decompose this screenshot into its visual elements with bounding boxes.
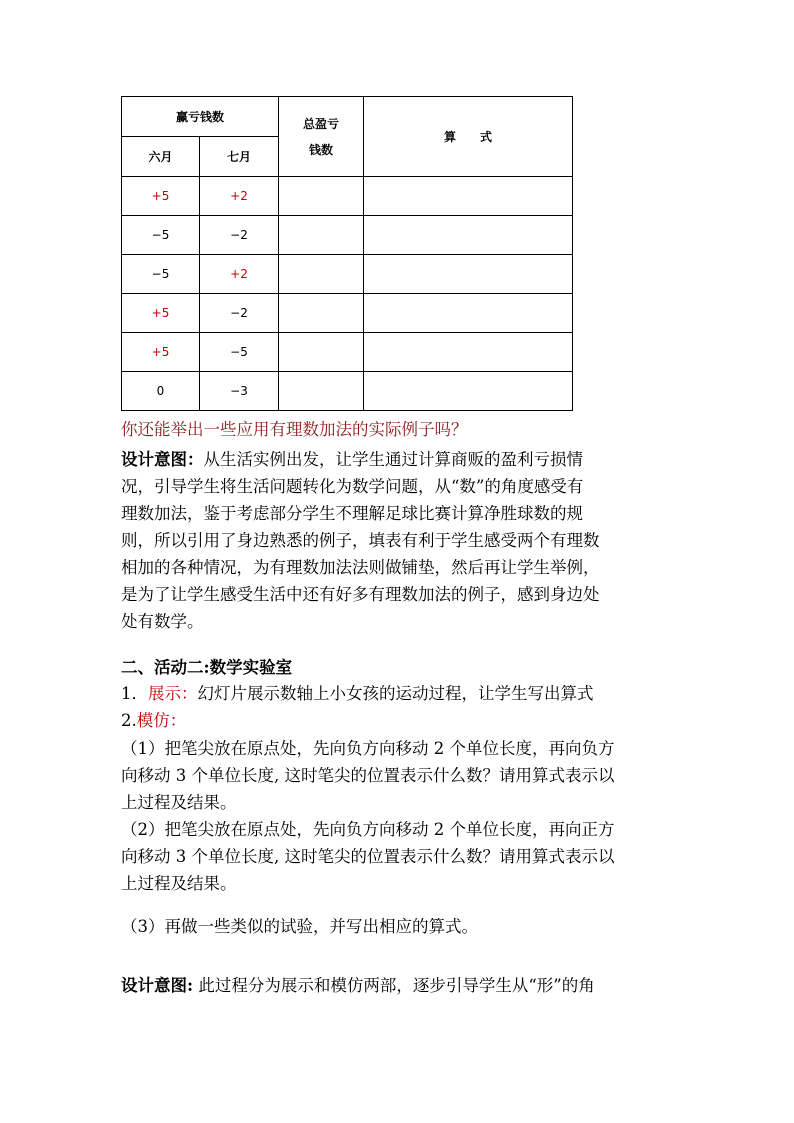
item-1 xyxy=(121,680,681,707)
question-text: 你还能举出一些应用有理数加法的实际例子吗？ xyxy=(121,420,468,439)
cell-june: +5 xyxy=(122,294,200,333)
cell-formula[interactable] xyxy=(364,372,573,411)
header-july: 七月 xyxy=(200,137,279,177)
sub-line: （1）把笔尖放在原点处，先向负方向移动 2 个单位长度，再向负方 xyxy=(121,739,615,758)
design-intent-label: 设计意图: xyxy=(121,976,194,995)
design-intent-label: 设计意图： xyxy=(121,450,204,469)
design-intent-1 xyxy=(121,446,681,635)
design-line: 理数加法，鉴于考虑部分学生不理解足球比赛计算净胜球数的规 xyxy=(121,504,583,523)
table-row xyxy=(122,177,573,216)
sub-item-2 xyxy=(121,816,681,897)
cell-total[interactable] xyxy=(279,294,364,333)
table-row xyxy=(122,294,573,333)
cell-june: 0 xyxy=(122,372,200,411)
sub-line: 向移动 3 个单位长度, 这时笔尖的位置表示什么数？请用算式表示以 xyxy=(121,766,615,785)
cell-total[interactable] xyxy=(279,216,364,255)
cell-july: −5 xyxy=(200,333,279,372)
cell-formula[interactable] xyxy=(364,255,573,294)
profit-loss-table xyxy=(121,96,573,411)
header-formula: 算 式 xyxy=(364,97,573,177)
item-lead: 展示： xyxy=(148,684,198,703)
cell-july: −2 xyxy=(200,216,279,255)
cell-july: +2 xyxy=(200,177,279,216)
cell-june: +5 xyxy=(122,177,200,216)
design-intent-text: 此过程分为展示和模仿两部，逐步引导学生从“形”的角 xyxy=(193,976,595,995)
cell-formula[interactable] xyxy=(364,333,573,372)
cell-june: −5 xyxy=(122,216,200,255)
item-number: 2. xyxy=(121,711,137,730)
item-lead: 模仿： xyxy=(136,711,187,730)
item-text: 幻灯片展示数轴上小女孩的运动过程，让学生写出算式 xyxy=(197,684,594,703)
header-total-line2: 钱数 xyxy=(308,142,333,157)
cell-july: −3 xyxy=(200,372,279,411)
sub-line: 上过程及结果。 xyxy=(121,874,237,893)
cell-total[interactable] xyxy=(279,255,364,294)
header-june: 六月 xyxy=(122,137,200,177)
sub-line: 向移动 3 个单位长度, 这时笔尖的位置表示什么数？请用算式表示以 xyxy=(121,847,615,866)
table-row xyxy=(122,333,573,372)
table-row xyxy=(122,372,573,411)
sub-item-1 xyxy=(121,735,681,816)
design-line: 从生活实例出发，让学生通过计算商贩的盈利亏损情 xyxy=(203,450,583,469)
design-intent-2 xyxy=(121,972,681,999)
header-total xyxy=(279,97,364,177)
header-profit-loss: 赢亏钱数 xyxy=(122,97,279,137)
table-row xyxy=(122,216,573,255)
sub-line: 上过程及结果。 xyxy=(121,793,237,812)
design-line: 相加的各种情况，为有理数加法法则做铺垫，然后再让学生举例， xyxy=(121,558,600,577)
sub-line: （2）把笔尖放在原点处，先向负方向移动 2 个单位长度，再向正方 xyxy=(121,820,615,839)
section-heading-2: 二、活动二:数学实验室 xyxy=(121,658,293,677)
item-number: 1． xyxy=(121,684,148,703)
cell-total[interactable] xyxy=(279,372,364,411)
header-total-line1: 总盈亏 xyxy=(302,116,339,131)
cell-july: +2 xyxy=(200,255,279,294)
cell-total[interactable] xyxy=(279,177,364,216)
cell-july: −2 xyxy=(200,294,279,333)
cell-total[interactable] xyxy=(279,333,364,372)
design-line: 是为了让学生感受生活中还有好多有理数加法的例子，感到身边处 xyxy=(121,585,600,604)
design-line: 处有数学。 xyxy=(121,612,204,631)
cell-formula[interactable] xyxy=(364,216,573,255)
cell-formula[interactable] xyxy=(364,177,573,216)
cell-june: −5 xyxy=(122,255,200,294)
sub-item-3: （3）再做一些类似的试验，并写出相应的算式。 xyxy=(121,917,478,936)
design-line: 则，所以引用了身边熟悉的例子，填表有利于学生感受两个有理数 xyxy=(121,531,600,550)
item-2 xyxy=(121,707,681,734)
cell-june: +5 xyxy=(122,333,200,372)
table-row xyxy=(122,255,573,294)
design-line: 况，引导学生将生活问题转化为数学问题，从“数”的角度感受有 xyxy=(121,477,584,496)
cell-formula[interactable] xyxy=(364,294,573,333)
